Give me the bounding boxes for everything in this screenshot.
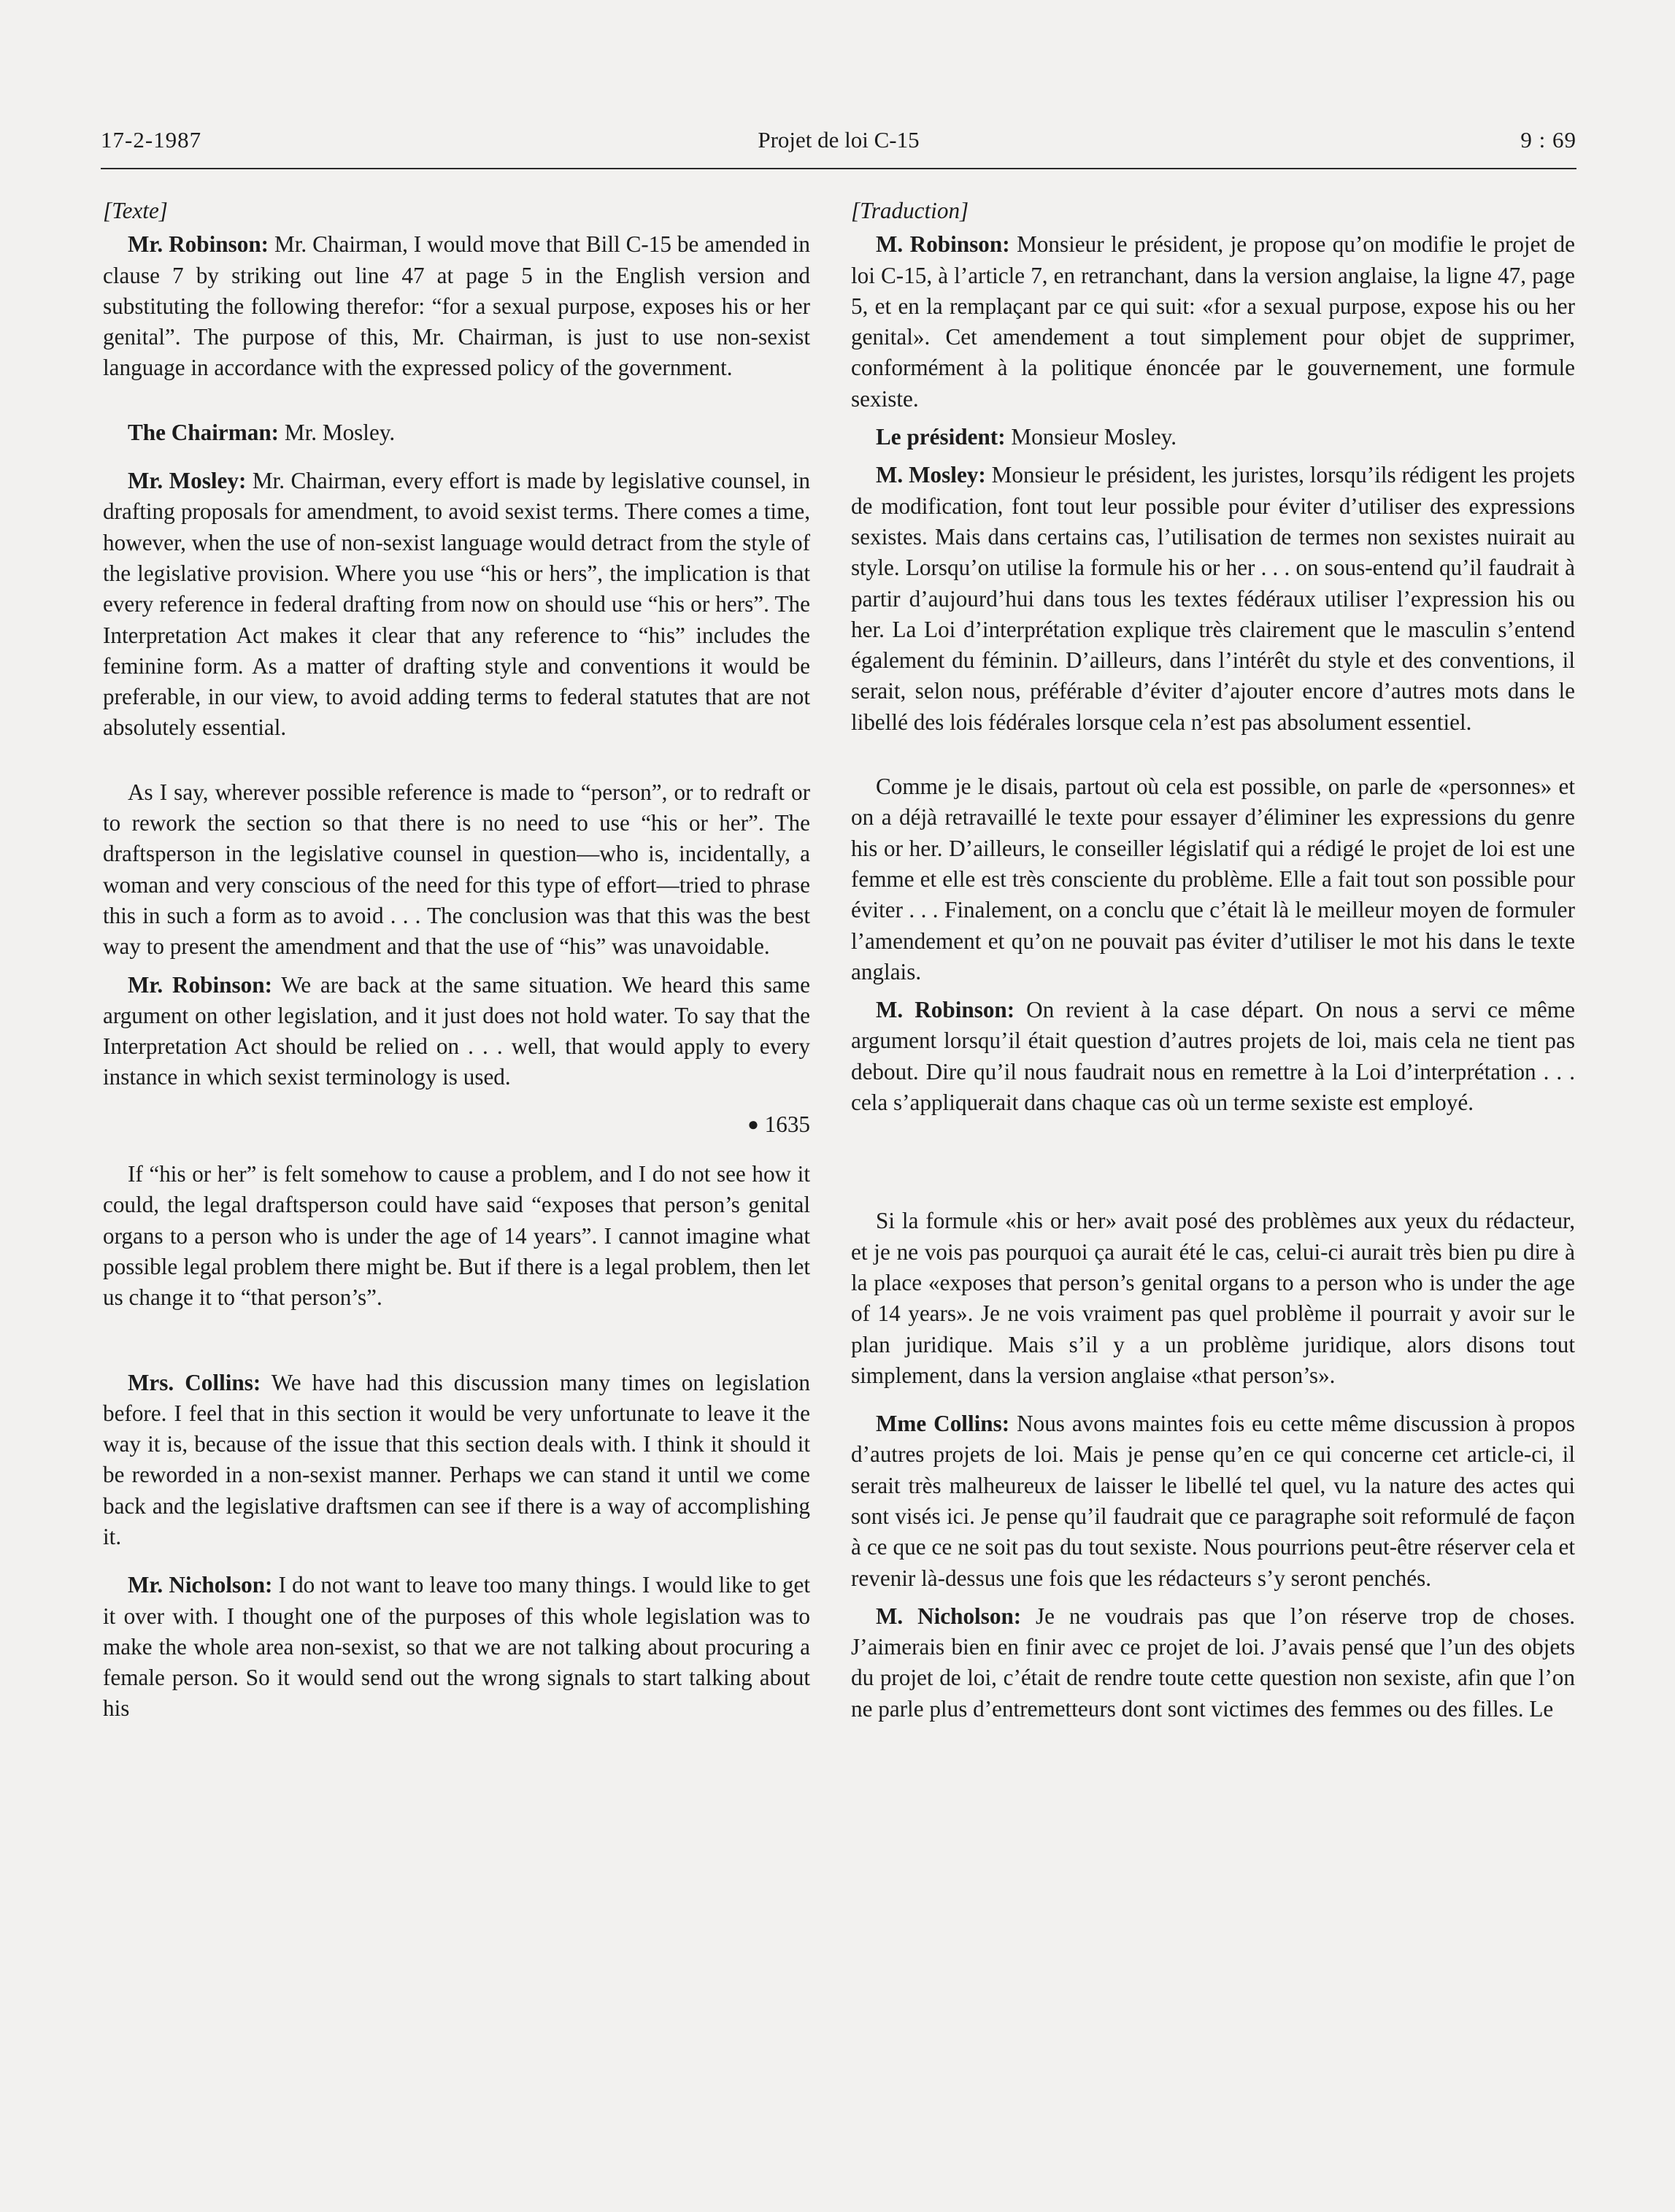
speaker-name: M. Robinson: [876, 997, 1015, 1023]
paragraph [103, 777, 810, 963]
speaker-name: Mrs. Collins: [128, 1369, 261, 1395]
speaker-name: M. Robinson: [876, 231, 1010, 258]
speaker-name: Mr. Mosley: [128, 468, 247, 494]
speech-text: Monsieur Mosley. [1005, 424, 1177, 450]
paragraph [851, 771, 1575, 987]
header-title: Projet de loi C-15 [758, 127, 920, 153]
page-header [101, 123, 1576, 166]
speaker-name: Le président: [876, 424, 1006, 450]
paragraph [851, 1206, 1575, 1391]
english-column [103, 196, 810, 1724]
paragraph [103, 417, 810, 448]
header-rule [101, 168, 1576, 169]
section-label-traduction: [Traduction] [851, 198, 969, 223]
paragraph [851, 422, 1575, 452]
bullet-icon: ● [747, 1113, 759, 1135]
paragraph [103, 466, 810, 744]
speech-text: Monsieur le président, je propose qu’on modifie le projet de loi C-15, à l’article 7, en retranchant, dans la version anglaise, la ligne 47, page 5, et en la remplaçant par ce qui suit: «for a sexual purpose, expose his ou her genital». Cet amendement a tout simplement pour objet de supprimer, conformément à la politique énoncée par le gouvernement, une formule sexiste. [851, 231, 1575, 412]
speech-text: Comme je le disais, partout où cela est possible, on parle de «personnes» et on a déjà retravaillé le texte pour essayer d’éliminer les expressions du genre his or her. D’ailleurs, le conseiller législatif qui a rédigé le projet de loi est une femme et elle est très consciente du problème. Elle a fait tout son possible pour éviter . . . Finalement, on a conclu que c’était là le meilleur moyen de formuler l’amendement et qu’on ne pouvait pas éviter d’utiliser le mot his dans le texte anglais. [851, 774, 1575, 984]
speech-text: On revient à la case départ. On nous a servi ce même argument lorsqu’il était question d’autres projets de loi, mais cela ne tient pas debout. Dire qu’il nous faudrait nous en remettre à la Loi d’interprétation . . . cela s’appliquerait dans chaque cas où un terme sexiste est employé. [851, 997, 1575, 1116]
speech-text: Mr. Mosley. [279, 419, 396, 445]
time-marker-text: 1635 [764, 1111, 810, 1137]
speech-text: Je ne voudrais pas que l’on réserve trop de choses. J’aimerais bien en finir avec ce projet de loi. J’avais pensé que l’un des objets du projet de loi, c’était de rendre toute cette question non sexiste, afin que l’on ne parle plus d’entremetteurs dont sont victimes des femmes ou des filles. Le [851, 1603, 1576, 1722]
time-marker [103, 1109, 810, 1140]
paragraph [851, 229, 1575, 415]
paragraph [851, 1408, 1575, 1594]
header-page-number: 9 : 69 [1520, 127, 1576, 153]
speech-text: Si la formule «his or her» avait posé des problèmes aux yeux du rédacteur, et je ne vois pas pourquoi ça aurait été le cas, celui-ci aurait très bien pu dire à la place «exposes that person’s genital organs to a person who is under the age of 14 years». Je ne vois vraiment pas quel problème il pourrait y avoir sur le plan juridique. Mais s’il y a un problème juridique, alors disons tout simplement, dans la version anglaise «that person’s». [851, 1208, 1575, 1388]
paragraph [103, 970, 810, 1093]
speech-text: We have had this discussion many times on legislation before. I feel that in this section it would be very unfortunate to leave it the way it is, because of the issue that this section deals with. I think it should it be reworded in a non-sexist manner. Perhaps we can stand it until we come back and the legislative draftsmen can see if there is a way of accomplishing it. [103, 1369, 810, 1549]
speaker-name: Mr. Robinson: [128, 231, 269, 258]
speech-text: If “his or her” is felt somehow to cause a problem, and I do not see how it could, the legal draftsperson could have said “exposes that person’s genital organs to a person who is under the age of 14 years”. I cannot imagine what possible legal problem there might be. But if there is a legal problem, then let us change it to “that person’s”. [103, 1161, 810, 1311]
french-column [851, 196, 1575, 1724]
header-date: 17-2-1987 [101, 127, 202, 153]
speaker-name: The Chairman: [128, 419, 280, 445]
speaker-name: M. Mosley: [876, 462, 986, 488]
speech-text: Mr. Chairman, every effort is made by legislative counsel, in drafting proposals for amendment, to avoid sexist terms. There comes a time, however, when the use of non-sexist language would detract from the style of the legislative provision. Where you use “his or hers”, the implication is that every reference in federal drafting from now on should use “his or hers”. The Interpretation Act makes it clear that any reference to “his” includes the feminine form. As a matter of drafting style and conventions it would be preferable, in our view, to avoid adding terms to federal statutes that are not absolutely essential. [103, 468, 810, 741]
speaker-name: Mme Collins: [876, 1411, 1010, 1437]
speech-text: As I say, wherever possible reference is made to “person”, or to redraft or to rework the section so that there is no need to use “his or her”. The draftsperson in the legislative counsel in question—who is, incidentally, a woman and very conscious of the need for this type of effort—tried to phrase this in such a form as to avoid . . . The conclusion was that this was the best way to present the amendment and that the use of “his” was unavoidable. [103, 779, 810, 960]
speech-text: Nous avons maintes fois eu cette même discussion à propos d’autres projets de loi. Mais je pense qu’en ce qui concerne cet article-ci, il serait très malheureux de laisser le libellé tel quel, vu la nature des actes qui sont visés ici. Je pense qu’il faudrait que ce paragraphe soit reformulé de façon à ce que ce ne soit pas du tout sexiste. Nous pourrions peut-être réserver cela et revenir là-dessus une fois que les rédacteurs s’y seront penchés. [851, 1411, 1575, 1591]
paragraph [103, 1368, 810, 1553]
section-label-texte: [Texte] [103, 198, 168, 223]
speech-text: Mr. Chairman, I would move that Bill C-15 be amended in clause 7 by striking out line 47 at page 5 in the English version and substituting the following therefor: “for a sexual purpose, exposes his or her genital”. The purpose of this, Mr. Chairman, is just to use non-sexist language in accordance with the expressed policy of the government. [103, 231, 810, 381]
speaker-name: Mr. Nicholson: [128, 1572, 273, 1598]
speech-text: We are back at the same situation. We heard this same argument on other legislation, and it just does not hold water. To say that the Interpretation Act should be relied on . . . well, that would apply to every instance in which sexist terminology is used. [103, 971, 810, 1090]
speech-text: I do not want to leave too many things. I would like to get it over with. I thought one of the purposes of this whole legislation was to make the whole area non-sexist, so that we are not talking about procuring a female person. So it would send out the wrong signals to start talking about his [103, 1572, 810, 1722]
paragraph [103, 229, 810, 383]
paragraph [851, 460, 1575, 738]
paragraph [103, 1159, 810, 1313]
speech-text: Monsieur le président, les juristes, lorsqu’ils rédigent les projets de modification, font tout leur possible pour éviter d’utiliser des expressions sexistes. Mais dans certains cas, l’utilisation de termes non sexistes nuirait au style. Lorsqu’on utilise la formule his or her . . . on sous-entend qu’il faudrait à partir d’aujourd’hui dans tous les textes fédéraux utiliser l’expression his ou her. La Loi d’interprétation explique très clairement que le masculin s’entend également du féminin. D’ailleurs, dans l’intérêt du style et des conventions, il serait, selon nous, préférable d’éviter d’ajouter encore d’autres mots dans le libellé des lois fédérales lorsque cela n’est pas absolument essentiel. [851, 462, 1575, 735]
paragraph [103, 1570, 810, 1724]
paragraph [851, 995, 1575, 1118]
speaker-name: M. Nicholson: [876, 1603, 1022, 1629]
paragraph [851, 1601, 1575, 1724]
speaker-name: Mr. Robinson: [128, 971, 272, 998]
